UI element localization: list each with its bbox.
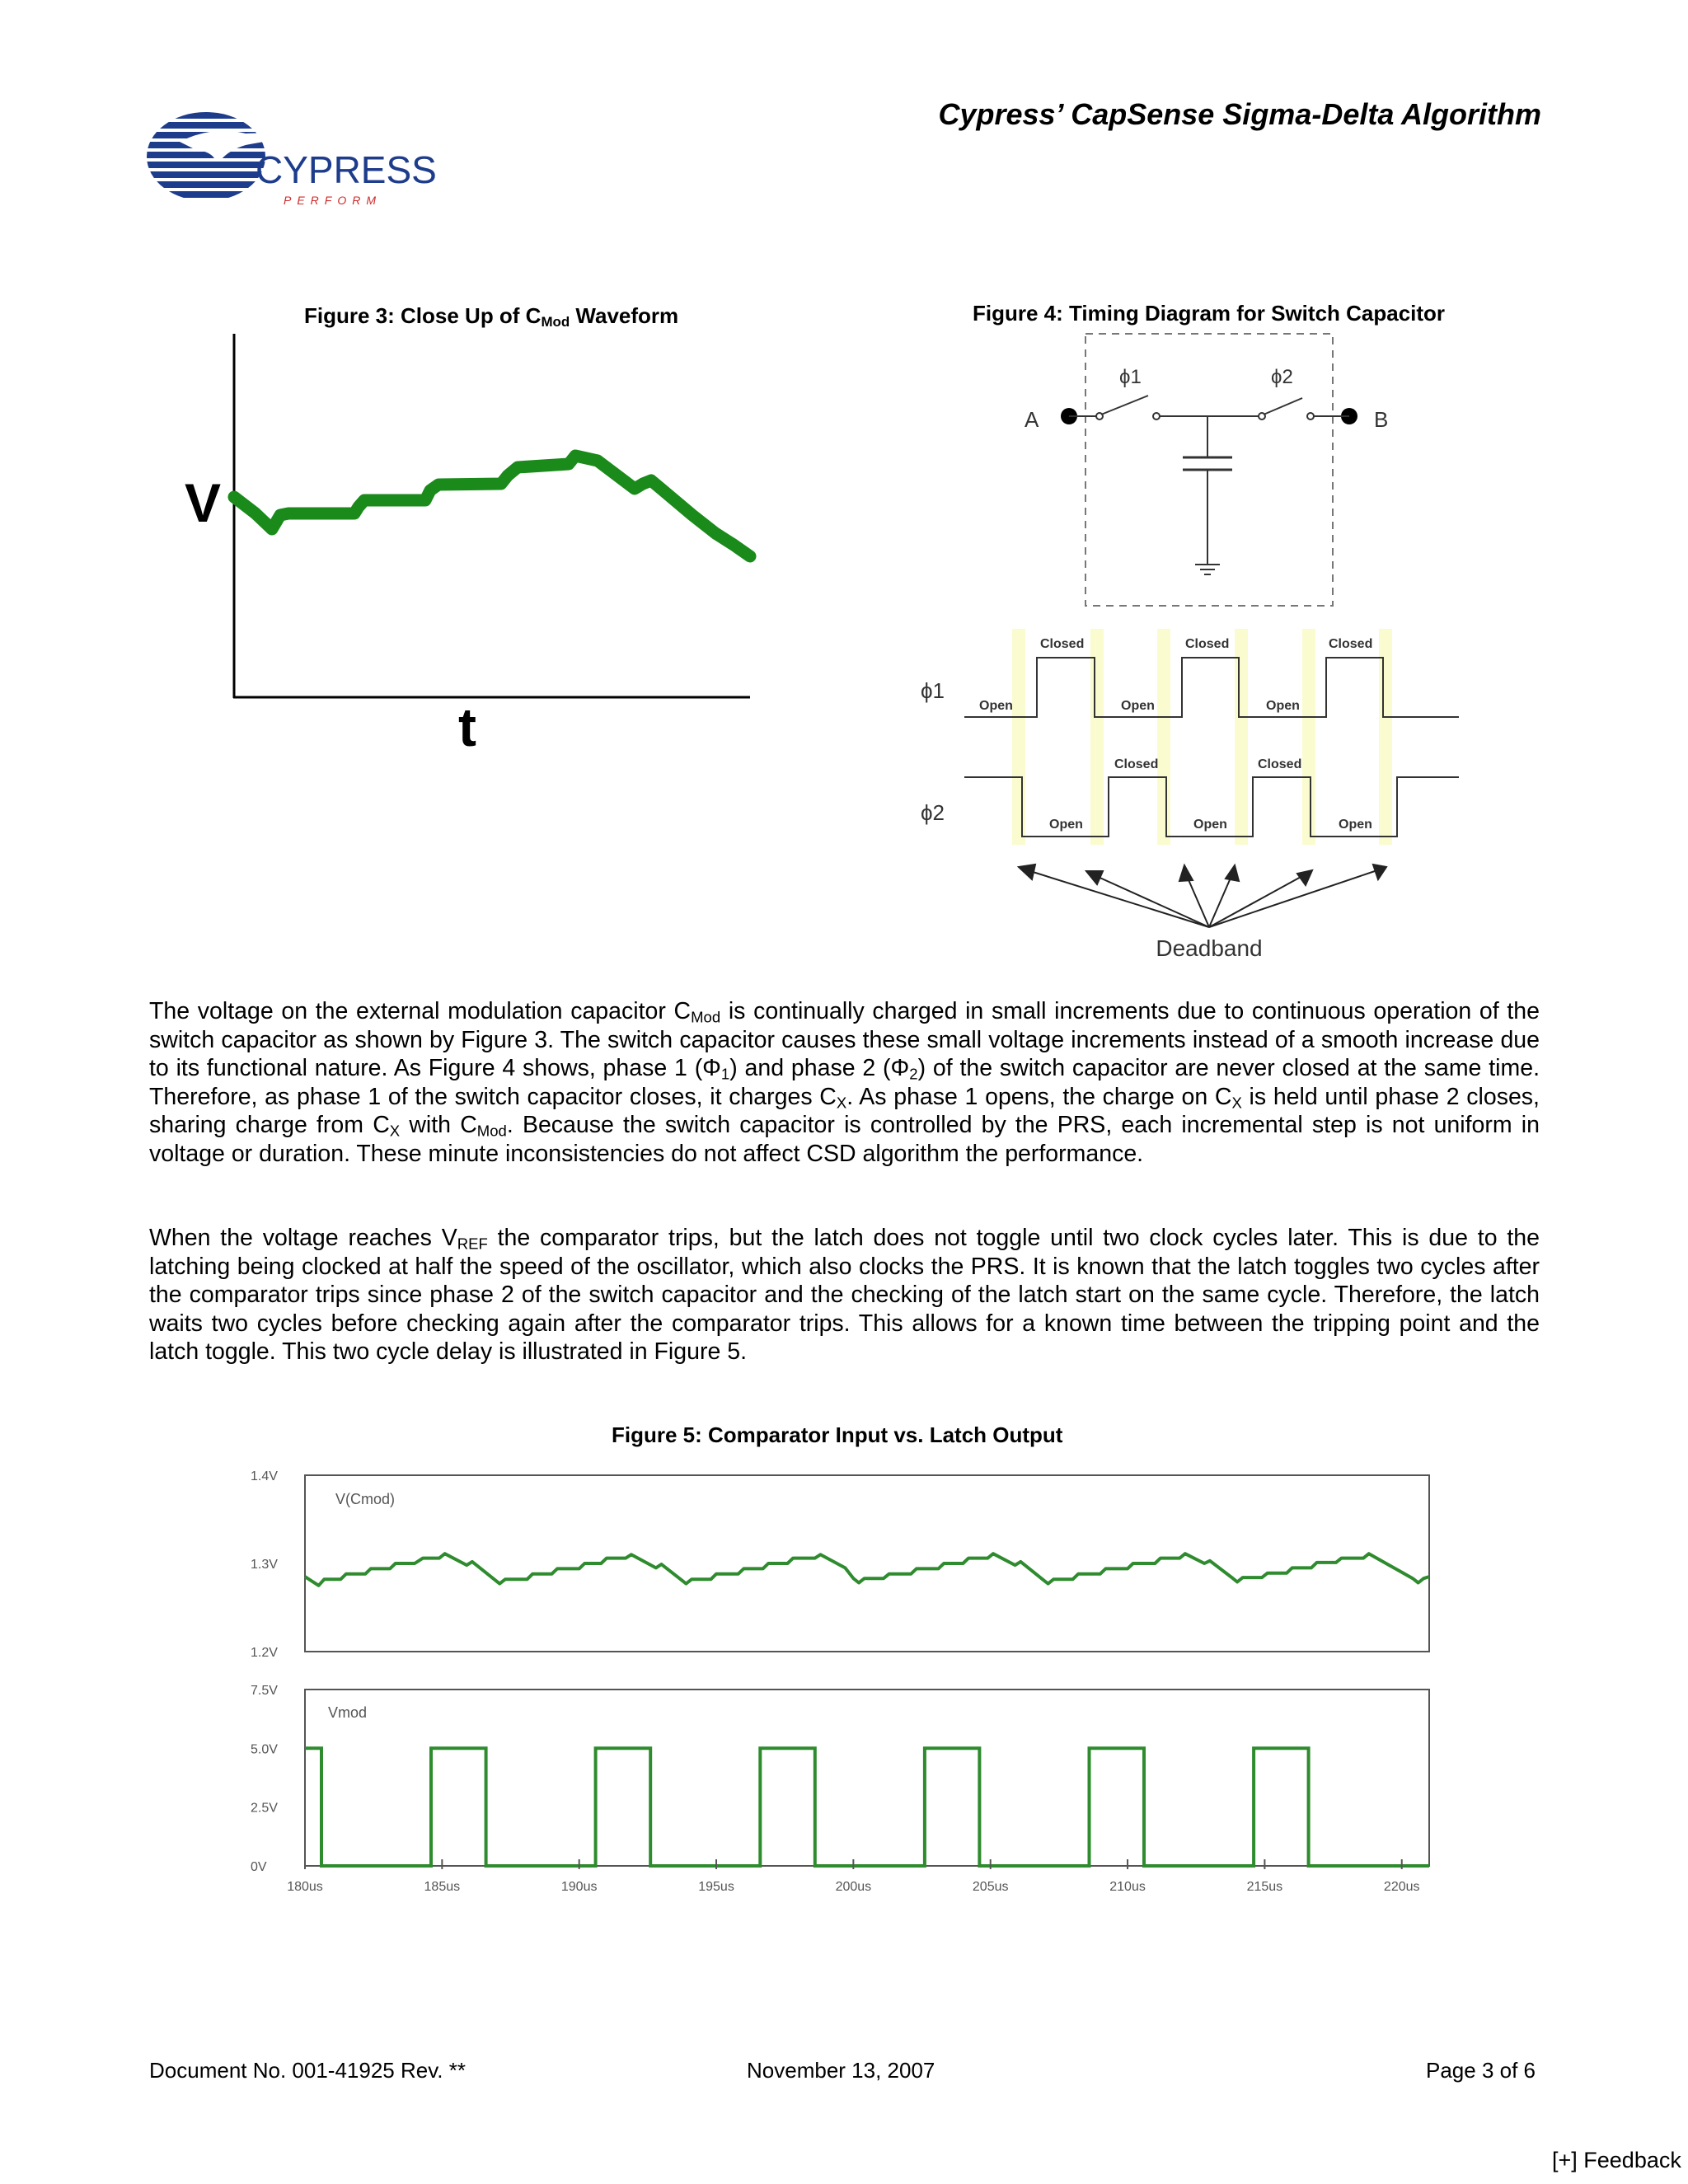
vmod-series-label: Vmod bbox=[328, 1704, 368, 1721]
text-run: the comparator trips, but the latch does not toggle until two clock cycles later. This is due to the latching being clocked at half the speed of the oscillator, which also clocks the PRS. It is known that the latch toggles two cycles after the comparator trips since phase 2 of the switch capacitor and the checking of the latch start on the same cycle. Therefore, the latch waits two cycles before checking again after the comparator trips. This allows for a known time between the tripping point and the latch toggle. This two cycle delay is illustrated in Figure 5. bbox=[149, 1225, 1540, 1366]
y-tick-label: 7.5V bbox=[251, 1684, 278, 1698]
vcmod-series-label: V(Cmod) bbox=[335, 1491, 396, 1507]
x-tick-label: 210us bbox=[1109, 1880, 1146, 1894]
node-b-label: B bbox=[1374, 407, 1389, 432]
figure-4-caption: Figure 4: Timing Diagram for Switch Capacitor bbox=[973, 301, 1446, 326]
phi1-state-open: Open bbox=[979, 699, 1013, 713]
cmod-waveform-trace bbox=[234, 456, 750, 556]
deadband-bands bbox=[1012, 629, 1392, 845]
figure-3-waveform bbox=[157, 326, 783, 771]
phi1-state-open: Open bbox=[1121, 699, 1155, 713]
body-paragraph-2 bbox=[149, 1224, 1540, 1366]
figure-4-timing-diagram bbox=[898, 326, 1484, 968]
text-run: When the voltage reaches V bbox=[149, 1225, 457, 1251]
phi1-state-closed: Closed bbox=[1329, 637, 1373, 651]
ground-icon bbox=[1195, 565, 1220, 574]
phi2-trace-label: ϕ2 bbox=[921, 800, 945, 825]
circuit-phi2-label: ϕ2 bbox=[1271, 366, 1293, 388]
subscript: REF bbox=[457, 1235, 488, 1253]
body-paragraph-1 bbox=[149, 997, 1540, 1169]
text-run: is held until phase 2 closes, sharing charge from C bbox=[149, 1083, 1540, 1139]
subscript: Mod bbox=[691, 1008, 721, 1026]
text-run: The voltage on the external modulation capacitor C bbox=[149, 998, 692, 1024]
text-run: . Because the switch capacitor is controlled by the PRS, each incremental step is not uniform in voltage or duration. These minute inconsistencies do not affect CSD algorithm the performance. bbox=[149, 1112, 1540, 1167]
footer-document-number: Document No. 001-41925 Rev. ** bbox=[149, 2058, 466, 2083]
logo-globe bbox=[147, 112, 270, 198]
y-tick-label: 5.0V bbox=[251, 1742, 278, 1757]
node-a-label: A bbox=[1025, 407, 1039, 432]
phi2-state-closed: Closed bbox=[1114, 757, 1159, 771]
deadband-label: Deadband bbox=[1156, 935, 1263, 961]
subscript: 2 bbox=[909, 1065, 918, 1083]
phi2-switch-icon bbox=[1264, 398, 1302, 415]
phi2-state-open: Open bbox=[1193, 818, 1227, 832]
footer-date: November 13, 2007 bbox=[747, 2058, 935, 2083]
vmod-panel-frame bbox=[305, 1690, 1429, 1866]
feedback-link[interactable]: [+] Feedback bbox=[1552, 2148, 1681, 2172]
text-run: ) and phase 2 (Φ bbox=[729, 1055, 910, 1082]
y-tick-label: 0V bbox=[251, 1860, 267, 1874]
subscript: 1 bbox=[720, 1065, 730, 1083]
text-run: is continually charged in small increments due to continuous operation of the switch capacitor as shown by Figure 3. The switch capacitor causes these small voltage increments instead of a smooth increase due to its functional nature. As Figure 4 shows, phase 1 (Φ bbox=[149, 998, 1540, 1082]
y-tick-label: 1.4V bbox=[251, 1469, 278, 1483]
fig3-x-label: t bbox=[458, 696, 476, 757]
phi2-state-closed: Closed bbox=[1258, 757, 1302, 771]
phi2-state-open: Open bbox=[1339, 818, 1372, 832]
x-tick-label: 190us bbox=[560, 1880, 598, 1894]
y-tick-label: 1.2V bbox=[251, 1646, 278, 1660]
x-tick-label: 215us bbox=[1246, 1880, 1283, 1894]
fig3-y-label: V bbox=[185, 472, 222, 533]
phi1-state-open: Open bbox=[1266, 699, 1300, 713]
figure-5-caption: Figure 5: Comparator Input vs. Latch Output bbox=[612, 1422, 1063, 1447]
text-run: with C bbox=[400, 1112, 477, 1139]
figure-3-caption: Figure 3: Close Up of $C_{Mod}$ Waveform bbox=[304, 303, 679, 330]
subscript: Mod bbox=[476, 1122, 507, 1140]
text-run: ) of the switch capacitor are never closed at the same time. Therefore, as phase 1 of the switch capacitor closes, it charges C bbox=[149, 1055, 1540, 1110]
x-tick-label: 180us bbox=[287, 1880, 323, 1894]
subscript: X bbox=[836, 1094, 847, 1112]
x-tick-label: 220us bbox=[1383, 1880, 1420, 1894]
subscript: X bbox=[1231, 1094, 1242, 1112]
x-tick-label: 205us bbox=[972, 1880, 1009, 1894]
phi1-switch-icon bbox=[1101, 396, 1148, 415]
capacitor-icon bbox=[1183, 416, 1232, 565]
phi1-trace-label: ϕ1 bbox=[921, 678, 945, 703]
logo-tagline: PERFORM bbox=[284, 194, 382, 207]
document-header-title: Cypress’ CapSense Sigma-Delta Algorithm bbox=[938, 97, 1541, 131]
x-tick-label: 195us bbox=[698, 1880, 734, 1894]
figure-5-chart bbox=[239, 1451, 1459, 1912]
subscript: X bbox=[389, 1122, 401, 1140]
text-run: . As phase 1 opens, the charge on C bbox=[846, 1083, 1232, 1110]
x-tick-label: 200us bbox=[835, 1880, 872, 1894]
y-tick-label: 2.5V bbox=[251, 1801, 278, 1816]
y-tick-label: 1.3V bbox=[251, 1558, 278, 1572]
deadband-arrows bbox=[1019, 865, 1386, 927]
phi2-state-open: Open bbox=[1049, 818, 1083, 832]
phi1-state-closed: Closed bbox=[1185, 637, 1230, 651]
cypress-logo bbox=[147, 109, 437, 212]
footer-page-number: Page 3 of 6 bbox=[1426, 2058, 1536, 2083]
logo-wordmark: CYPRESS bbox=[256, 148, 437, 191]
phi1-state-closed: Closed bbox=[1040, 637, 1085, 651]
circuit-phi1-label: ϕ1 bbox=[1119, 366, 1142, 388]
x-tick-label: 185us bbox=[424, 1880, 461, 1894]
